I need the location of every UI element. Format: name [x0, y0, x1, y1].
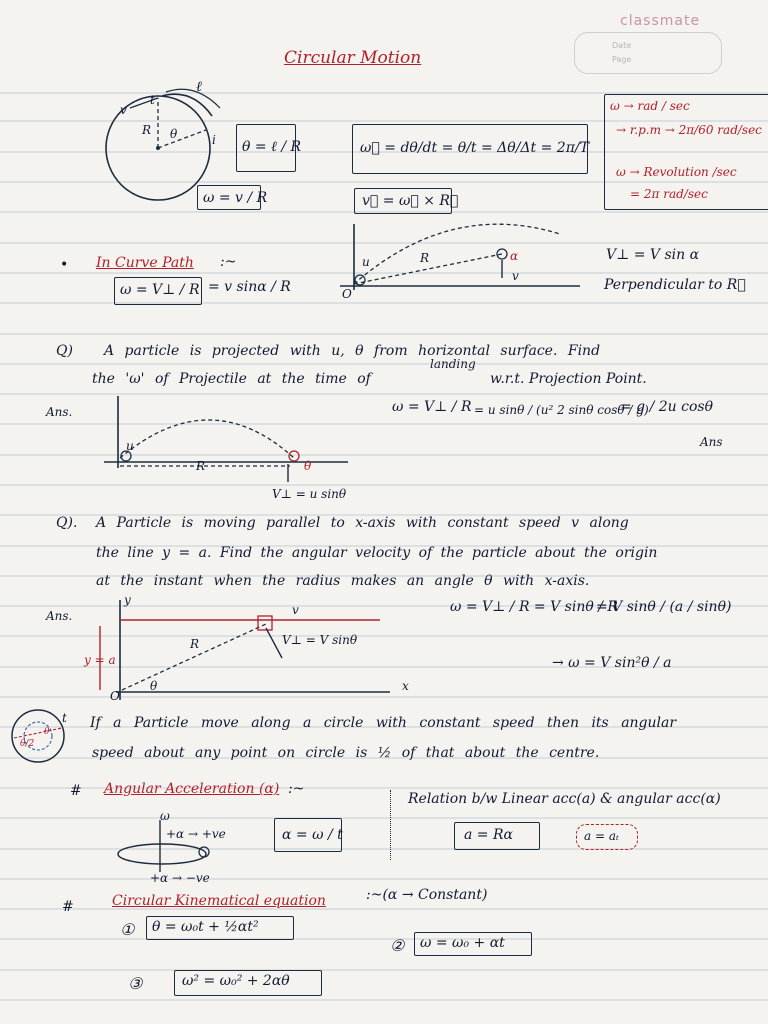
diag-ell-label: ℓ [196, 79, 202, 95]
curve-perp-note: Perpendicular to R⃗ [604, 277, 746, 293]
q1-line2: the 'ω' of Projectile at the time of [92, 371, 371, 387]
diag-v-label: v [120, 103, 127, 117]
angacc-omega-label: ω [160, 809, 170, 823]
q1-ans-label: Ans. [46, 405, 73, 419]
relation-divider [390, 790, 391, 860]
kin-eq2-num: ② [390, 936, 405, 955]
units-line4: = 2π rad/sec [630, 187, 708, 201]
note-line2: speed about any point on circle is ½ of that about the centre. [92, 745, 600, 761]
relation-formula: a = Rα [464, 827, 513, 843]
q2-eq2: = V sinθ / (a / sinθ) [596, 599, 732, 615]
curve-formula-left: ω = V⊥ / R [120, 282, 200, 298]
kin-eq3: ω² = ω₀² + 2αθ [182, 973, 290, 989]
brand-name: classmate [620, 13, 701, 29]
q2-y-label: y [124, 593, 131, 607]
q1-end: Ans [700, 435, 723, 449]
q2-diagram [90, 593, 390, 706]
curve-origin-label: O [342, 287, 352, 301]
q2-vperp-label: V⊥ = V sinθ [282, 633, 358, 647]
q1-projectile-diagram [100, 392, 350, 472]
date-stamp [574, 32, 722, 74]
note-t-label: t [62, 711, 67, 725]
q2-line1: A Particle is moving parallel to x-axis with constant speed v along [96, 515, 629, 531]
q2-line3: at the instant when the radius makes an angle θ with x-axis. [96, 573, 590, 589]
angacc-minus: +α → −ve [150, 871, 210, 885]
kin-hash: # [62, 899, 74, 915]
curve-formula-right: = v sinα / R [208, 279, 291, 295]
q1-eq1: ω = V⊥ / R [392, 399, 472, 415]
q1-landing: landing [430, 357, 476, 371]
q1-line1: A particle is projected with u, θ from horizontal surface. Find [104, 343, 601, 359]
diag-t-label: t [150, 93, 155, 107]
angacc-suffix: :~ [288, 781, 305, 797]
theta-formula: θ = ℓ / R [242, 139, 302, 155]
q2-v-label: v [292, 603, 299, 617]
units-line3: ω → Revolution /sec [616, 165, 737, 179]
relation-text: Relation b/w Linear acc(a) & angular acc(α) [408, 791, 721, 807]
q1-u-label: u [126, 439, 134, 453]
diag-theta-label: θ [170, 127, 178, 141]
q2-ya-label: y = a [84, 653, 116, 667]
kin-eq3-num: ③ [128, 974, 143, 993]
page-label: Page [612, 55, 632, 64]
angacc-heading: Angular Acceleration (α) [104, 781, 280, 797]
curve-R-label: R [420, 251, 430, 265]
q1-vperp-label: V⊥ = u sinθ [272, 487, 347, 501]
q1-label: Q) [56, 343, 73, 359]
kin-eq1: θ = ω₀t + ½αt² [152, 919, 259, 935]
note-theta-label: θ [44, 727, 50, 737]
diag-i-label: i [212, 133, 216, 147]
q2-ans-label: Ans. [46, 609, 73, 623]
curve-path-heading: In Curve Path [96, 255, 194, 271]
curve-path-suffix: :~ [220, 254, 237, 270]
kin-eq1-num: ① [120, 920, 135, 939]
q1-eq3: = g / 2u cosθ [620, 399, 714, 415]
q1-eq2: = u sinθ / (u² 2 sinθ cosθ / g) [474, 403, 649, 417]
angacc-ellipse-diagram [120, 814, 220, 878]
angacc-formula: α = ω / t [282, 827, 343, 843]
q2-label: Q). [56, 515, 78, 531]
q2-theta-label: θ [150, 679, 158, 693]
q2-line2: the line y = a. Find the angular velocity of the particle about the origin [96, 545, 658, 561]
note-half-label: θ/2 [20, 739, 35, 749]
v-cross-formula: v⃗ = ω⃗ × R⃗ [362, 193, 459, 209]
date-label: Date [612, 41, 632, 50]
diag-R-label: R [142, 123, 152, 137]
page-title: Circular Motion [284, 48, 422, 68]
units-line1: ω → rad / sec [610, 99, 690, 113]
bullet-dot: • [60, 257, 69, 273]
angacc-plus: +α → +ve [166, 827, 226, 841]
curve-v-label: v [512, 269, 519, 283]
curve-vperp: V⊥ = V sin α [606, 247, 700, 263]
kin-heading: Circular Kinematical equation [112, 893, 326, 909]
q2-R-label: R [190, 637, 200, 651]
relation-dashed: a = aₜ [584, 829, 619, 843]
kin-suffix: :~(α → Constant) [366, 887, 488, 903]
q2-eq3: → ω = V sin²θ / a [552, 655, 672, 671]
kin-eq2: ω = ω₀ + αt [420, 935, 505, 951]
note-line1: If a Particle move along a circle with constant speed then its angular [90, 715, 677, 731]
curve-alpha-label: α [510, 249, 519, 263]
angacc-hash: # [70, 783, 82, 799]
q2-x-label: x [402, 679, 409, 693]
q1-line2b: w.r.t. Projection Point. [490, 371, 647, 387]
units-line2: → r.p.m → 2π/60 rad/sec [616, 123, 762, 137]
curve-u-label: u [362, 255, 370, 269]
q1-R-label: R [196, 459, 206, 473]
omega-v-formula: ω = v / R [203, 190, 268, 206]
omega-formula: ω⃗ = dθ/dt = θ/t = Δθ/Δt = 2π/T [360, 140, 589, 156]
q2-eq1: ω = V⊥ / R = V sinθ / R [450, 599, 618, 615]
q2-origin-label: O [110, 689, 120, 703]
q1-theta-label: θ [304, 459, 312, 473]
